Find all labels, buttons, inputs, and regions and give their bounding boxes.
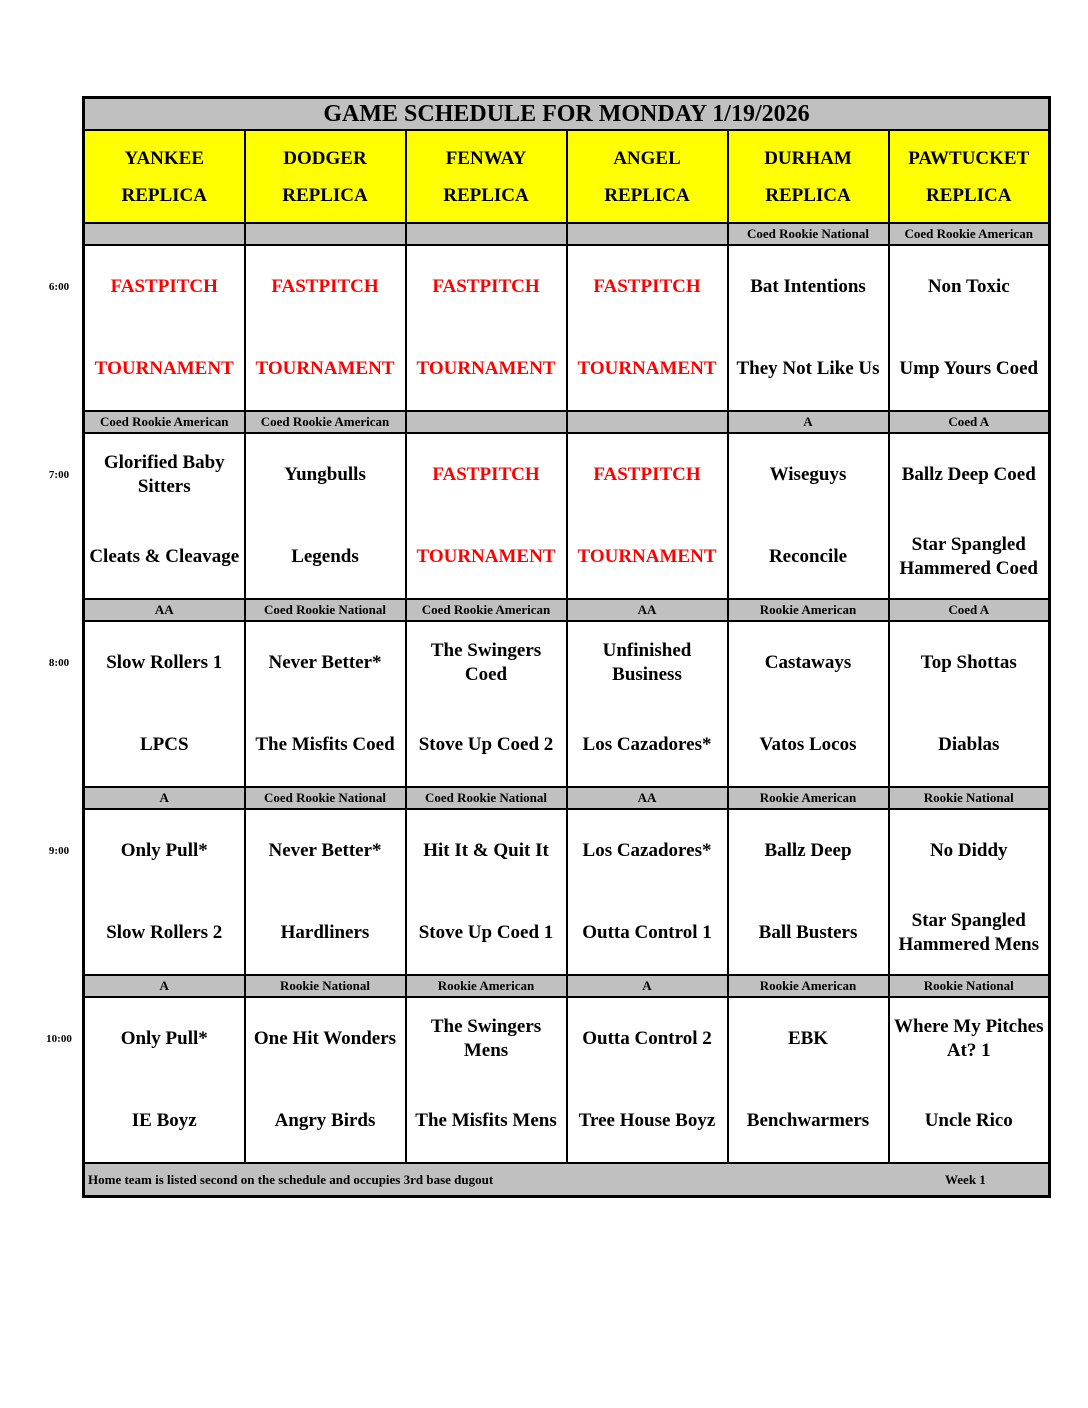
game-cell xyxy=(889,621,1050,787)
field-header-angel xyxy=(567,130,728,223)
game-cell xyxy=(728,245,889,411)
game-row xyxy=(84,245,1050,411)
home-team: Hardliners xyxy=(280,922,370,943)
field-header-row xyxy=(84,130,1050,223)
away-team: Bat Intentions xyxy=(750,276,866,297)
field-name: PAWTUCKET xyxy=(908,147,1030,169)
game-cell xyxy=(728,997,889,1163)
division-label: AA xyxy=(567,599,728,621)
home-team: Ball Busters xyxy=(758,922,858,943)
game-cell xyxy=(245,809,406,975)
division-label: A xyxy=(84,787,245,809)
home-team: Legends xyxy=(291,546,359,567)
field-header-pawtucket xyxy=(889,130,1050,223)
away-team: Top Shottas xyxy=(920,652,1017,673)
game-cell xyxy=(245,621,406,787)
game-cell xyxy=(728,809,889,975)
week-label: Week 1 xyxy=(945,1172,986,1187)
away-team: Only Pull* xyxy=(120,840,208,861)
division-label: Rookie National xyxy=(889,975,1050,997)
home-team: Star Spangled Hammered Coed xyxy=(899,534,1038,579)
division-label: Coed Rookie American xyxy=(245,411,406,433)
schedule-table xyxy=(82,96,1051,1198)
field-subtitle: REPLICA xyxy=(121,184,207,206)
footer-note: Home team is listed second on the schedule and occupies 3rd base dugout xyxy=(88,1172,494,1187)
home-team: Diablas xyxy=(938,734,1000,755)
game-cell xyxy=(728,433,889,599)
division-label: Coed Rookie National xyxy=(245,599,406,621)
division-label xyxy=(406,411,567,433)
game-cell xyxy=(84,809,245,975)
field-subtitle: REPLICA xyxy=(765,184,851,206)
away-team: FASTPITCH xyxy=(593,276,701,297)
game-cell xyxy=(84,621,245,787)
away-team: No Diddy xyxy=(929,840,1008,861)
game-cell xyxy=(567,245,728,411)
division-row xyxy=(84,599,1050,621)
away-team: Slow Rollers 1 xyxy=(106,652,223,673)
game-cell xyxy=(567,621,728,787)
field-subtitle: REPLICA xyxy=(443,184,529,206)
field-header-yankee xyxy=(84,130,245,223)
game-cell xyxy=(889,809,1050,975)
home-team: LPCS xyxy=(139,734,189,755)
game-cell xyxy=(406,245,567,411)
away-team: Hit It & Quit It xyxy=(423,840,549,861)
game-cell xyxy=(84,997,245,1163)
game-row xyxy=(84,433,1050,599)
game-cell xyxy=(245,997,406,1163)
division-label: Coed Rookie American xyxy=(84,411,245,433)
game-cell xyxy=(406,809,567,975)
game-cell xyxy=(245,245,406,411)
home-team: Ump Yours Coed xyxy=(899,358,1039,379)
home-team: Los Cazadores* xyxy=(582,734,712,755)
game-cell xyxy=(728,621,889,787)
footer-row xyxy=(84,1163,1050,1197)
away-team: One Hit Wonders xyxy=(253,1028,397,1049)
time-label: 10:00 xyxy=(46,1033,72,1045)
division-label: Rookie American xyxy=(728,599,889,621)
home-team: Uncle Rico xyxy=(924,1110,1013,1131)
field-name: ANGEL xyxy=(613,147,681,169)
division-label: Rookie National xyxy=(245,975,406,997)
field-header-fenway xyxy=(406,130,567,223)
game-cell xyxy=(567,997,728,1163)
field-name: YANKEE xyxy=(124,147,205,169)
division-row xyxy=(84,223,1050,245)
time-label: 8:00 xyxy=(48,657,70,669)
time-label: 9:00 xyxy=(48,845,70,857)
division-label: AA xyxy=(567,787,728,809)
division-label: Coed A xyxy=(889,411,1050,433)
away-team: Unfinished Business xyxy=(602,640,692,685)
time-label: 7:00 xyxy=(48,469,70,481)
home-team: Tree House Boyz xyxy=(578,1110,716,1131)
division-label: Coed Rookie American xyxy=(406,599,567,621)
division-label: A xyxy=(84,975,245,997)
division-label xyxy=(406,223,567,245)
game-cell xyxy=(567,809,728,975)
division-label: Coed A xyxy=(889,599,1050,621)
field-subtitle: REPLICA xyxy=(282,184,368,206)
division-label xyxy=(84,223,245,245)
home-team: Stove Up Coed 2 xyxy=(418,734,554,755)
away-team: Yungbulls xyxy=(284,464,366,485)
footer xyxy=(84,1163,1050,1197)
division-label xyxy=(567,223,728,245)
home-team: Vatos Locos xyxy=(759,734,857,755)
division-label: Rookie American xyxy=(728,787,889,809)
away-team: Where My Pitches At? 1 xyxy=(894,1016,1044,1061)
game-row xyxy=(84,621,1050,787)
away-team: FASTPITCH xyxy=(593,464,701,485)
field-name: DODGER xyxy=(283,147,367,169)
game-cell xyxy=(406,621,567,787)
game-row xyxy=(84,997,1050,1163)
away-team: Non Toxic xyxy=(927,276,1010,297)
game-row xyxy=(84,809,1050,975)
away-team: Outta Control 2 xyxy=(582,1028,712,1049)
division-label: Coed Rookie National xyxy=(728,223,889,245)
division-label: Coed Rookie National xyxy=(245,787,406,809)
field-subtitle: REPLICA xyxy=(604,184,690,206)
division-label: Coed Rookie American xyxy=(889,223,1050,245)
away-team: Wiseguys xyxy=(769,464,847,485)
home-team: TOURNAMENT xyxy=(577,546,717,567)
home-team: Cleats & Cleavage xyxy=(89,546,240,567)
field-subtitle: REPLICA xyxy=(925,184,1012,206)
game-cell xyxy=(889,997,1050,1163)
page-title: GAME SCHEDULE FOR MONDAY 1/19/2026 xyxy=(84,98,1050,131)
game-cell xyxy=(245,433,406,599)
home-team: TOURNAMENT xyxy=(577,358,717,379)
division-label xyxy=(567,411,728,433)
field-name: FENWAY xyxy=(445,147,527,169)
away-team: FASTPITCH xyxy=(432,464,540,485)
division-label: Coed Rookie National xyxy=(406,787,567,809)
division-label: A xyxy=(567,975,728,997)
division-label: A xyxy=(728,411,889,433)
game-cell xyxy=(889,245,1050,411)
division-row xyxy=(84,787,1050,809)
away-team: FASTPITCH xyxy=(110,276,218,297)
game-cell xyxy=(406,433,567,599)
away-team: Los Cazadores* xyxy=(582,840,712,861)
field-header-dodger xyxy=(245,130,406,223)
home-team: Star Spangled Hammered Mens xyxy=(898,910,1040,955)
away-team: Only Pull* xyxy=(120,1028,208,1049)
game-cell xyxy=(406,997,567,1163)
away-team: Ballz Deep xyxy=(764,840,852,861)
home-team: Benchwarmers xyxy=(746,1110,870,1131)
field-header-durham xyxy=(728,130,889,223)
home-team: TOURNAMENT xyxy=(255,358,395,379)
away-team: FASTPITCH xyxy=(271,276,379,297)
division-label: Rookie National xyxy=(889,787,1050,809)
game-cell xyxy=(567,433,728,599)
away-team: EBK xyxy=(787,1028,829,1049)
away-team: Castaways xyxy=(764,652,852,673)
division-row xyxy=(84,411,1050,433)
home-team: Stove Up Coed 1 xyxy=(418,922,554,943)
away-team: Glorified Baby Sitters xyxy=(103,452,225,497)
division-label xyxy=(245,223,406,245)
home-team: The Misfits Mens xyxy=(415,1110,557,1131)
away-team: The Swingers Coed xyxy=(430,640,542,685)
away-team: Never Better* xyxy=(268,652,382,673)
away-team: Never Better* xyxy=(268,840,382,861)
away-team: FASTPITCH xyxy=(432,276,540,297)
home-team: TOURNAMENT xyxy=(416,358,556,379)
game-cell xyxy=(84,245,245,411)
division-label: AA xyxy=(84,599,245,621)
away-team: Ballz Deep Coed xyxy=(901,464,1036,485)
home-team: TOURNAMENT xyxy=(416,546,556,567)
field-name: DURHAM xyxy=(764,147,852,169)
division-row xyxy=(84,975,1050,997)
home-team: They Not Like Us xyxy=(736,358,880,379)
home-team: The Misfits Coed xyxy=(255,734,395,755)
game-cell xyxy=(84,433,245,599)
home-team: IE Boyz xyxy=(131,1110,197,1131)
division-label: Rookie American xyxy=(728,975,889,997)
time-label: 6:00 xyxy=(48,281,70,293)
home-team: Reconcile xyxy=(768,546,848,567)
away-team: The Swingers Mens xyxy=(430,1016,542,1061)
home-team: Slow Rollers 2 xyxy=(106,922,223,943)
home-team: Angry Birds xyxy=(274,1110,376,1131)
home-team: Outta Control 1 xyxy=(582,922,712,943)
home-team: TOURNAMENT xyxy=(94,358,234,379)
game-cell xyxy=(889,433,1050,599)
division-label: Rookie American xyxy=(406,975,567,997)
